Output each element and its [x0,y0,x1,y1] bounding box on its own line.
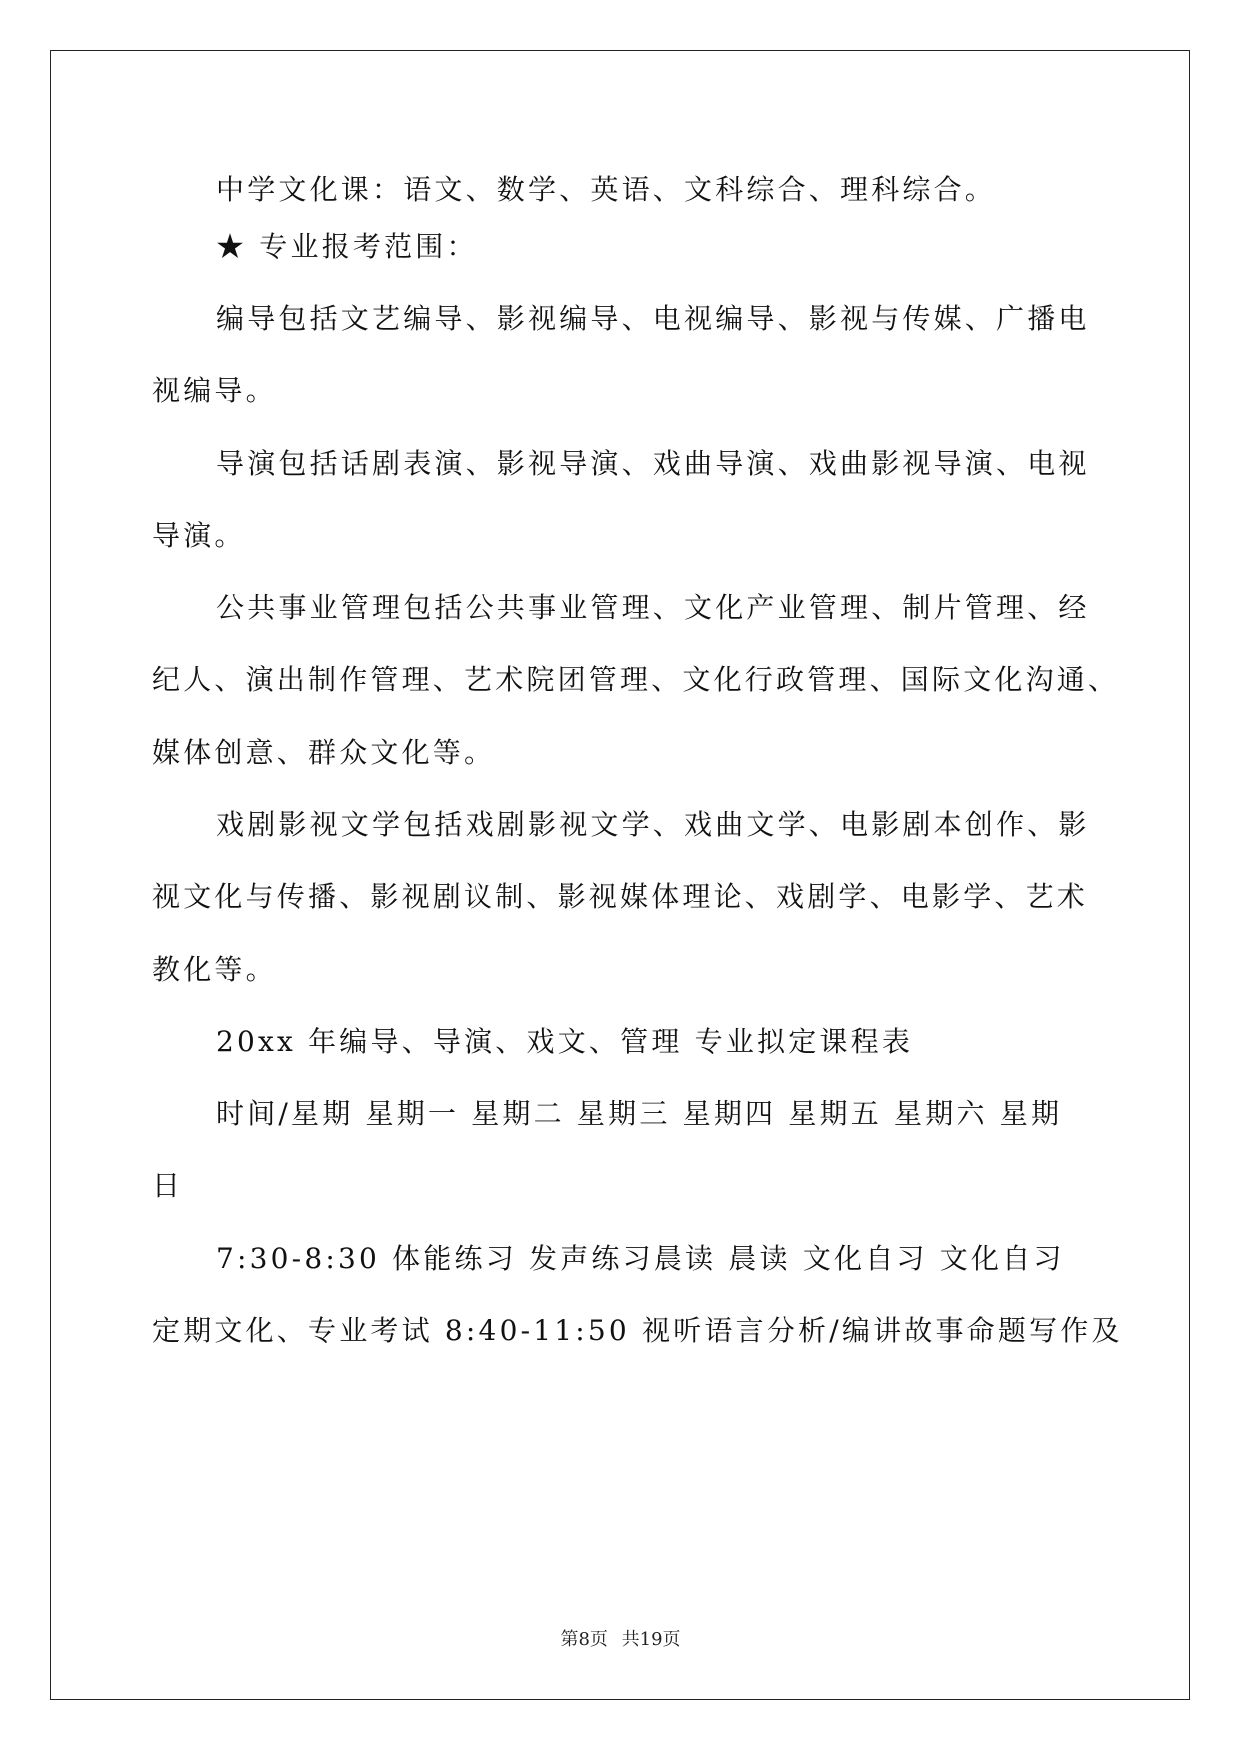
schedule-row-line-1: 7:30-8:30 体能练习 发声练习晨读 晨读 文化自习 文化自习 [216,1242,1065,1275]
schedule-header-line-1: 时间/星期 星期一 星期二 星期三 星期四 星期五 星期六 星期 [216,1097,1063,1130]
paragraph-director-line-2: 导演。 [152,519,246,552]
page-total: 共19页 [621,1629,681,1650]
schedule-title: 20xx 年编导、导演、戏文、管理 专业拟定课程表 [216,1025,914,1058]
page-frame [50,50,1190,1700]
paragraph-management-line-3: 媒体创意、群众文化等。 [152,736,496,769]
schedule-header-line-2: 日 [152,1169,184,1202]
page-footer [0,1628,1241,1652]
page-number: 第8页 [560,1629,608,1650]
schedule-row-line-2: 定期文化、专业考试 8:40-11:50 视听语言分析/编讲故事命题写作及 [152,1314,1123,1347]
paragraph-management-line-1: 公共事业管理包括公共事业管理、文化产业管理、制片管理、经 [216,591,1090,624]
paragraph-literature-line-3: 教化等。 [152,953,277,986]
paragraph-literature-line-2: 视文化与传播、影视剧议制、影视媒体理论、戏剧学、电影学、艺术 [152,880,1089,913]
paragraph-culture-subjects: 中学文化课：语文、数学、英语、文科综合、理科综合。 [216,173,997,206]
section-heading-majors: ★ 专业报考范围： [216,230,478,263]
paragraph-management-line-2: 纪人、演出制作管理、艺术院团管理、文化行政管理、国际文化沟通、 [152,663,1120,696]
paragraph-directing-line-2: 视编导。 [152,374,277,407]
paragraph-directing-line-1: 编导包括文艺编导、影视编导、电视编导、影视与传媒、广播电 [216,302,1090,335]
paragraph-literature-line-1: 戏剧影视文学包括戏剧影视文学、戏曲文学、电影剧本创作、影 [216,808,1090,841]
paragraph-director-line-1: 导演包括话剧表演、影视导演、戏曲导演、戏曲影视导演、电视 [216,447,1090,480]
